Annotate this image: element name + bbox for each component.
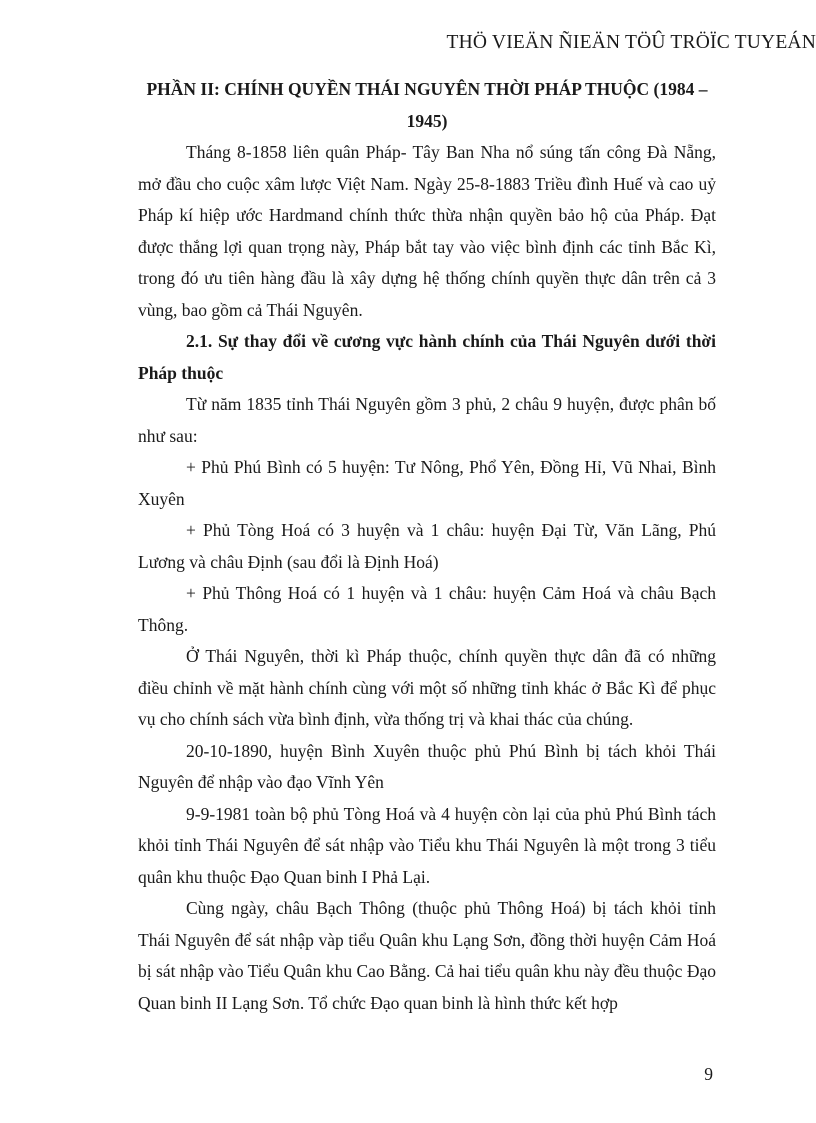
list-item-phu-tong-hoa: + Phủ Tòng Hoá có 3 huyện và 1 châu: huyện Đại Từ, Văn Lãng, Phú Lương và châu Định (sau đổi là Định Hoá) <box>138 520 716 572</box>
intro-paragraph: Tháng 8-1858 liên quân Pháp- Tây Ban Nha nổ súng tấn công Đà Nẵng, mở đầu cho cuộc xâm lược Việt Nam. Ngày 25-8-1883 Triều đình Huế và cao uỷ Pháp kí hiệp ước Hardmand chính thức thừa nhận quyền bảo hộ của Pháp. Đạt được thắng lợi quan trọng này, Pháp bắt tay vào việc bình định các tỉnh Bắc Kì, trong đó ưu tiên hàng đầu là xây dựng hệ thống chính quyền thực dân trên cả 3 vùng, bao gồm cả Thái Nguyên. <box>138 142 716 320</box>
paragraph-adjustments: Ở Thái Nguyên, thời kì Pháp thuộc, chính quyền thực dân đã có những điều chỉnh về mặt hành chính cùng với một số những tỉnh khác ở Bắc Kì để phục vụ cho chính sách vừa bình định, vừa thống trị và khai thác của chúng. <box>138 646 716 729</box>
paragraph-same-day: Cùng ngày, châu Bạch Thông (thuộc phủ Thông Hoá) bị tách khỏi tỉnh Thái Nguyên để sát nhập vàp tiểu Quân khu Lạng Sơn, đồng thời huyện Cảm Hoá bị sát nhập vào Tiểu Quân khu Cao Bằng. Cả hai tiểu quân khu này đều thuộc Đạo Quan binh II Lạng Sơn. Tổ chức Đạo quan binh là hình thức kết hợp <box>138 898 716 1013</box>
part-title-line-2: 1945) <box>406 110 448 131</box>
part-title <box>138 74 716 137</box>
paragraph-admin-1835: Từ năm 1835 tỉnh Thái Nguyên gồm 3 phủ, 2 châu 9 huyện, được phân bố như sau: <box>138 394 716 446</box>
running-header: THÖ VIEÄN ÑIEÄN TÖÛ TRÖÏC TUYEÁN <box>446 32 816 53</box>
list-item-phu-phu-binh: + Phủ Phú Bình có 5 huyện: Tư Nông, Phổ Yên, Đồng Hỉ, Vũ Nhai, Bình Xuyên <box>138 457 716 509</box>
part-title-line-1: PHẦN II: CHÍNH QUYỀN THÁI NGUYÊN THỜI PHÁP THUỘC (1984 – <box>146 79 708 99</box>
section-heading: 2.1. Sự thay đổi về cương vực hành chính của Thái Nguyên dưới thời Pháp thuộc <box>138 331 716 383</box>
paragraph-1891: 9-9-1981 toàn bộ phủ Tòng Hoá và 4 huyện còn lại của phủ Phú Bình tách khỏi tỉnh Thái Nguyên để sát nhập vào Tiểu khu Thái Nguyên là một trong 3 tiểu quân khu thuộc Đạo Quan binh I Phả Lại. <box>138 803 716 887</box>
page-number: 9 <box>704 1064 713 1084</box>
list-item-phu-thong-hoa: + Phủ Thông Hoá có 1 huyện và 1 châu: huyện Cảm Hoá và châu Bạch Thông. <box>138 583 716 635</box>
page-body <box>138 74 716 1019</box>
paragraph-1890: 20-10-1890, huyện Bình Xuyên thuộc phủ Phú Bình bị tách khỏi Thái Nguyên để nhập vào đạo Vĩnh Yên <box>138 740 716 792</box>
